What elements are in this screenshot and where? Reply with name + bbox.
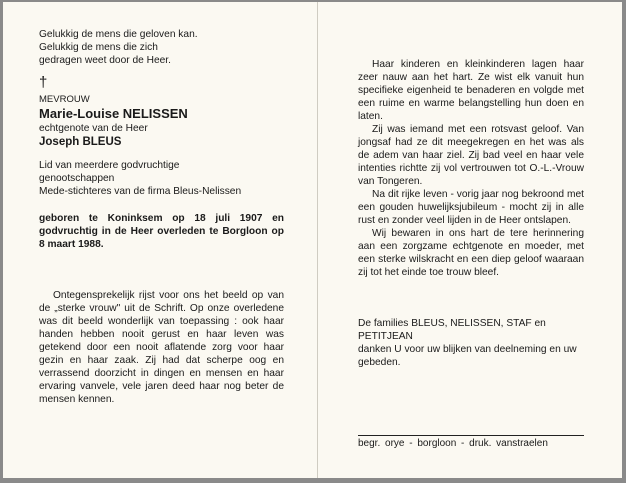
membership-line-2: genootschappen <box>39 173 115 184</box>
paragraph-family: Haar kinderen en kleinkinderen lagen haar zeer nauw aan het hart. Ze wist elk vanuit hun specifieke eigenheid te benaderen en volgde met een ruime en warme belangstelling hun doen en laten. <box>358 59 584 122</box>
printer-credit: begr. orye - borgloon - druk. vanstraelen <box>358 435 584 449</box>
tribute-text: Ontegensprekelijk rijst voor ons het beeld op van de „sterke vrouw" uit de Schrift. Op onze overledene was dit beeld wonderlijk van toepassing : ook haar handen hebben nooit gerust en haar leven was getekend door een nooit aflatende zorg voor haar gezin en haar zaak. Zij had dat scherpe oog en verrassend doorzicht in dingen en mensen en haar ervaring vanvele, vele jaren deed haar nog beter de mensen kennen. <box>39 290 284 405</box>
honorific: MEVROUW <box>39 94 90 105</box>
paragraph-memory: Wij bewaren in ons hart de tere herinnering aan een zorgzame echtgenote en moeder, met een sterke wilskracht en een diep geloof waaraan zij tot het einde toe trouw bleef. <box>358 228 584 278</box>
left-page <box>39 28 284 406</box>
paragraph-faith: Zij was iemand met een rotsvast geloof. Van jongsaf had ze dit meegekregen en het was als de adem van haar ziel. Zij bad veel en haar vele intenties richtte zij vol vertrouwen tot O.-L.-Vrouw van Tongeren. <box>358 124 584 187</box>
paragraph-passing: Na dit rijke leven - vorig jaar nog bekroond met een gouden huwelijksjubileum - mocht zij in alle rust en zonder veel lijden in de Heer ontslapen. <box>358 189 584 226</box>
spouse-name: Joseph BLEUS <box>39 136 122 148</box>
right-page <box>358 58 584 369</box>
families-line: De families BLEUS, NELISSEN, STAF en PETITJEAN <box>358 318 546 342</box>
birth-death-statement: geboren te Koninksem op 18 juli 1907 en godvruchtig in de Heer overleden te Borgloon op 8 maart 1988. <box>39 213 284 250</box>
verse-line-3: gedragen weet door de Heer. <box>39 55 171 66</box>
verse-line-1: Gelukkig de mens die geloven kan. <box>39 29 198 40</box>
cross-icon: † <box>39 74 48 91</box>
memorial-card <box>3 2 622 478</box>
spouse-line: echtgenote van de Heer <box>39 123 148 134</box>
membership-line-1: Lid van meerdere godvruchtige <box>39 160 180 171</box>
verse-line-2: Gelukkig de mens die zich <box>39 42 158 53</box>
membership-line-3: Mede-stichteres van de firma Bleus-Nelissen <box>39 186 242 197</box>
fold-line <box>317 2 318 478</box>
deceased-name: Marie-Louise NELISSEN <box>39 106 188 121</box>
thanks-line: danken U voor uw blijken van deelneming en uw gebeden. <box>358 344 577 368</box>
